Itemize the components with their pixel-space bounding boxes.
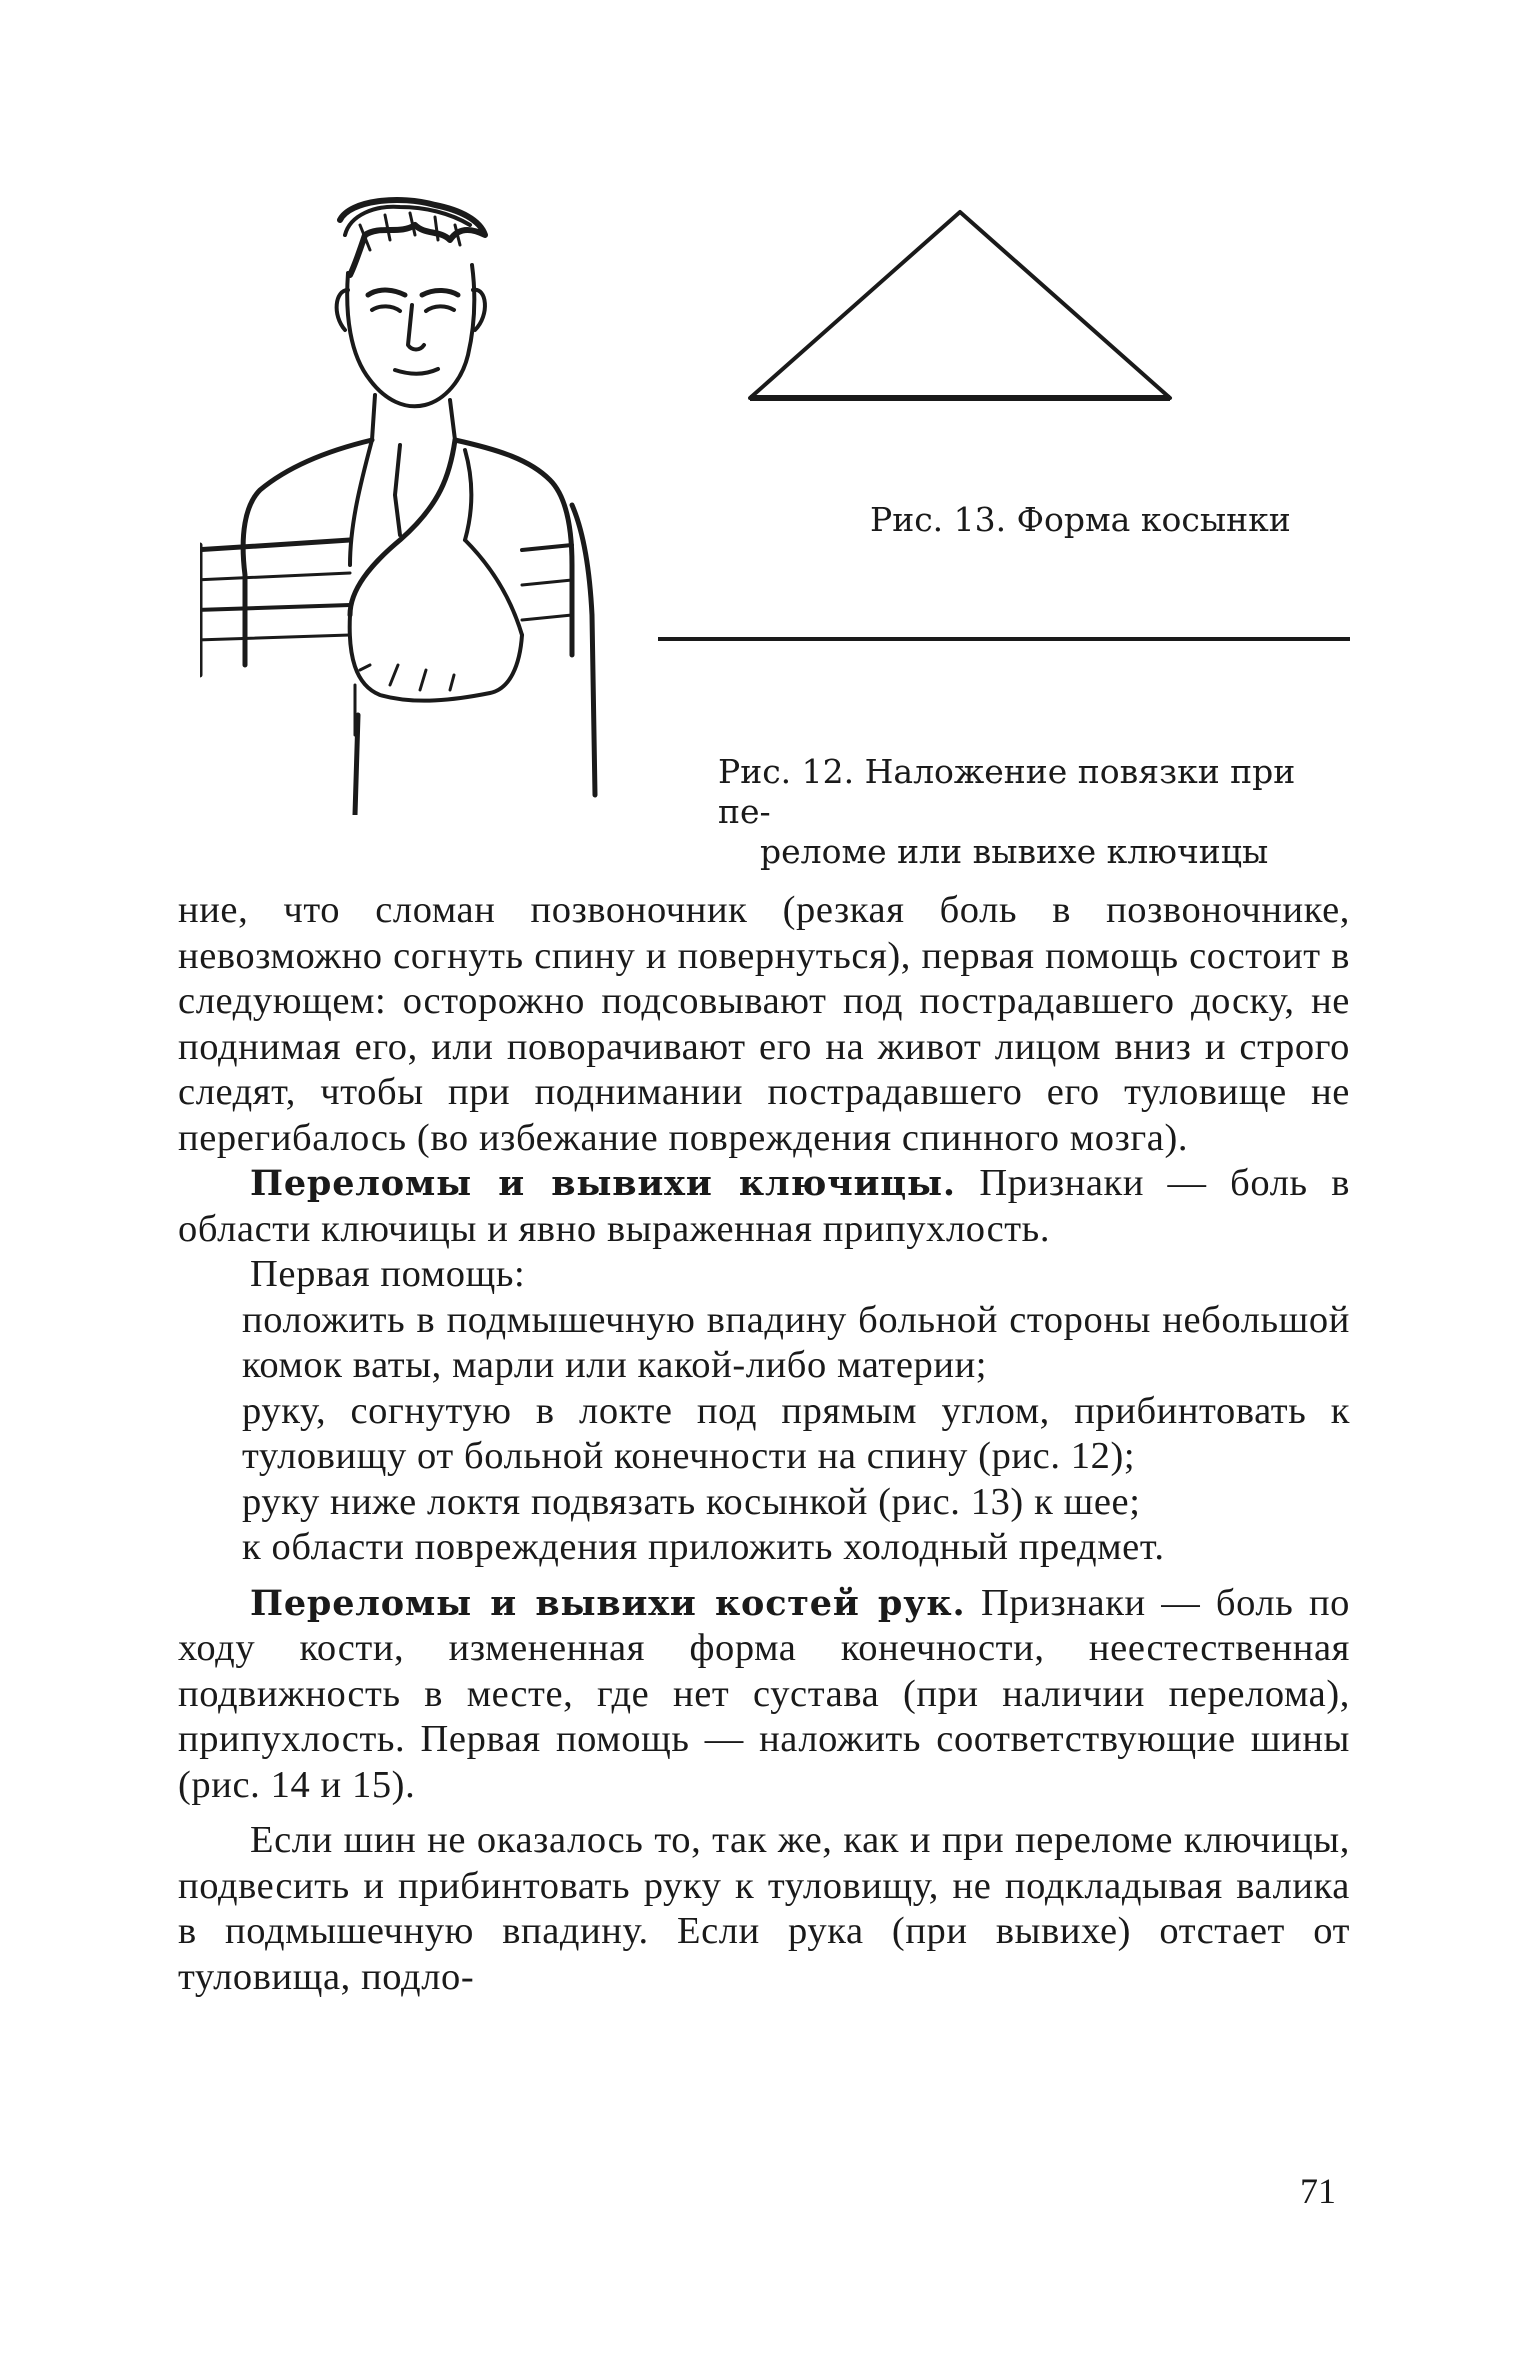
page-number: 71	[1300, 2171, 1336, 2211]
figure-12-caption	[718, 752, 1358, 872]
figure-12-caption-line1: Рис. 12. Наложение повязки при пе-	[718, 752, 1296, 831]
figure-12-illustration	[200, 195, 620, 815]
figure-13-caption: Рис. 13. Форма косынки	[870, 500, 1291, 539]
figure-12-caption-line2: реломе или вывихе ключицы	[760, 832, 1269, 871]
heading-arm-fractures: Переломы и вывихи костей рук.	[250, 1582, 966, 1624]
paragraph-spine-first-aid: ние, что сломан позвоночник (резкая боль в позвоночнике, невозможно согнуть спину и повернуться), первая помощь состоит в следующем: осторожно подсовывают под пострадавшего доску, не поднимая его, или поворачивают его на живот лицом вниз и строго следят, чтобы при поднимании пострадавшего его туловище не перегибалось (во избежание повреждения спинного мозга).	[178, 889, 1350, 1159]
paragraph-clavicle	[178, 1161, 1350, 1252]
paragraph-no-splints: Если шин не оказалось то, так же, как и при переломе ключицы, подвесить и прибинтовать руку к туловищу, не подкладывая валика в подмышечную впадину. Если рука (при вывихе) отстает от туловища, подло-	[178, 1819, 1350, 1998]
arm-signs: Признаки — боль по ходу кости, измененная форма конечности, неестественная подвижность в месте, где нет сустава (при наличии перелома), припухлость. Первая помощь — наложить соответствующие шины (рис. 14 и 15).	[178, 1581, 1350, 1806]
list-item-cold: к области повреждения приложить холодный предмет.	[242, 1526, 1165, 1568]
clavicle-signs: Признаки — боль в области ключицы и явно выраженная припухлость.	[178, 1162, 1350, 1250]
figure-13-triangle	[740, 200, 1180, 420]
paragraph-first-aid-label: Первая помощь:	[250, 1253, 526, 1295]
caption-divider	[658, 637, 1350, 641]
paragraph-arm-bones	[178, 1581, 1350, 1809]
list-item-sling: руку ниже локтя подвязать косынкой (рис. 13) к шее;	[242, 1480, 1141, 1523]
list-item-bandage-arm: руку, согнутую в локте под прямым углом, прибинтовать к туловищу от больной конечности на спину (рис. 12);	[242, 1389, 1350, 1477]
body-text	[178, 888, 1350, 2000]
heading-clavicle-fractures: Переломы и вывихи ключицы.	[250, 1163, 956, 1204]
list-item-armpit: положить в подмышечную впадину больной стороны небольшой комок ваты, марли или какой-либо материи;	[242, 1298, 1350, 1386]
